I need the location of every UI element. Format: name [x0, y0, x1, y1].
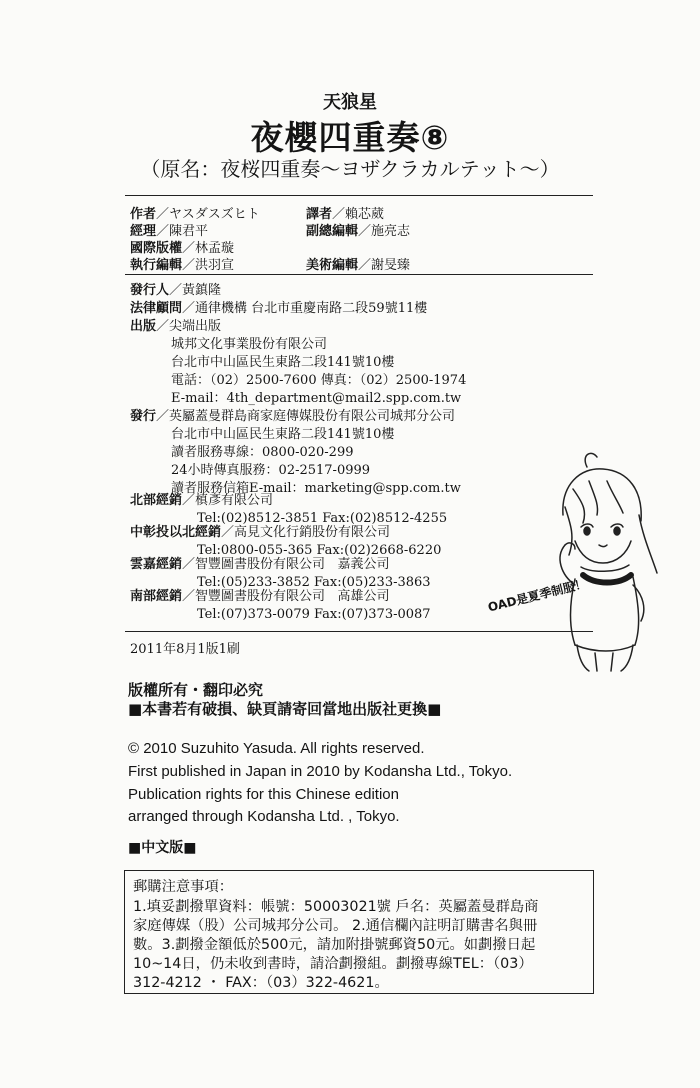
credit-manager: 經理／陳君平 — [130, 224, 209, 239]
speech-bubble-text: OAD是夏季制服！ — [486, 576, 589, 615]
credit-translator: 譯者／賴芯葳 — [306, 207, 385, 222]
copyright-line: First published in Japan in 2010 by Kodansha Ltd., Tokyo. — [128, 763, 513, 780]
order-line: 10~14日，仍未收到書時，請洽劃撥組。劃撥專線TEL：（03） — [133, 956, 533, 972]
credit-exec-editor: 執行編輯／洪羽宣 — [130, 258, 235, 273]
series-name: 天狼星 — [323, 92, 377, 113]
chibi-girl-illustration — [525, 445, 695, 675]
north-contact: Tel:(02)8512-3851 Fax:(02)8512-4255 — [197, 511, 448, 526]
order-line: 1.填妥劃撥單資料：帳號：50003021號 戶名：英屬蓋曼群島商 — [133, 899, 539, 915]
divider-top — [125, 195, 593, 196]
chiayi-contact: Tel:(05)233-3852 Fax:(05)233-3863 — [197, 575, 431, 590]
copyright-line: © 2010 Suzuhito Yasuda. All rights reserved. — [128, 740, 425, 757]
credit-intl-rights: 國際版權／林孟璇 — [130, 241, 235, 256]
defects-notice: ■本書若有破損、缺頁請寄回當地出版社更換■ — [128, 700, 442, 718]
rights-notice: 版權所有・翻印必究 — [128, 681, 264, 699]
order-line: 數。3.劃撥金額低於500元，請加附掛號郵資50元。如劃撥日起 — [133, 937, 536, 953]
press: 出版／尖端出版 — [130, 319, 222, 334]
divider-publishing — [125, 631, 593, 632]
chinese-edition-label: ■中文版■ — [128, 840, 197, 856]
north-distributor: 北部經銷／槙彥有限公司 — [130, 493, 274, 508]
distribution-line: 讀者服務專線：0800-020-299 — [171, 445, 354, 460]
distribution: 發行／英屬蓋曼群島商家庭傳媒股份有限公司城邦分公司 — [130, 409, 456, 424]
edition-date: 2011年8月1版1刷 — [130, 642, 240, 657]
copyright-line: Publication rights for this Chinese edition — [128, 786, 399, 803]
order-line: 312-4212 ・ FAX：（03）322-4621。 — [133, 975, 389, 991]
press-line: 電話：（02）2500-7600 傳真：（02）2500-1974 — [171, 373, 467, 388]
credit-deputy-editor: 副總編輯／施亮志 — [306, 224, 411, 239]
copyright-line: arranged through Kodansha Ltd. , Tokyo. — [128, 808, 400, 825]
credit-author: 作者／ヤスダスズヒト — [130, 207, 260, 222]
distribution-email: 讀者服務信箱E-mail：marketing@spp.com.tw — [171, 481, 461, 496]
publisher: 發行人／黃鎮隆 — [130, 283, 222, 298]
credit-art-editor: 美術編輯／謝旻臻 — [306, 258, 411, 273]
central-distributor: 中彰投以北經銷／高見文化行銷股份有限公司 — [130, 525, 391, 540]
order-heading: 郵購注意事項： — [133, 879, 234, 895]
press-email: E-mail：4th_department@mail2.spp.com.tw — [171, 391, 462, 406]
divider-credits — [125, 274, 593, 275]
chiayi-distributor: 雲嘉經銷／智豐圖書股份有限公司 嘉義公司 — [130, 557, 390, 572]
south-contact: Tel:(07)373-0079 Fax:(07)373-0087 — [197, 607, 431, 622]
original-title: （原名：夜桜四重奏～ヨザクラカルテット～） — [140, 157, 560, 181]
order-line: 家庭傳媒（股）公司城邦分公司。 2.通信欄內註明訂購書名與冊 — [133, 918, 538, 934]
central-contact: Tel:0800-055-365 Fax:(02)2668-6220 — [197, 543, 442, 558]
press-line: 台北市中山區民生東路二段141號10樓 — [171, 355, 395, 370]
legal-counsel: 法律顧問／通律機構 台北市重慶南路二段59號11樓 — [130, 301, 428, 316]
south-distributor: 南部經銷／智豐圖書股份有限公司 高雄公司 — [130, 589, 390, 604]
distribution-line: 24小時傳真服務：02-2517-0999 — [171, 463, 371, 478]
book-title: 夜櫻四重奏⑧ — [250, 118, 450, 157]
distribution-line: 台北市中山區民生東路二段141號10樓 — [171, 427, 395, 442]
press-line: 城邦文化事業股份有限公司 — [171, 337, 328, 352]
